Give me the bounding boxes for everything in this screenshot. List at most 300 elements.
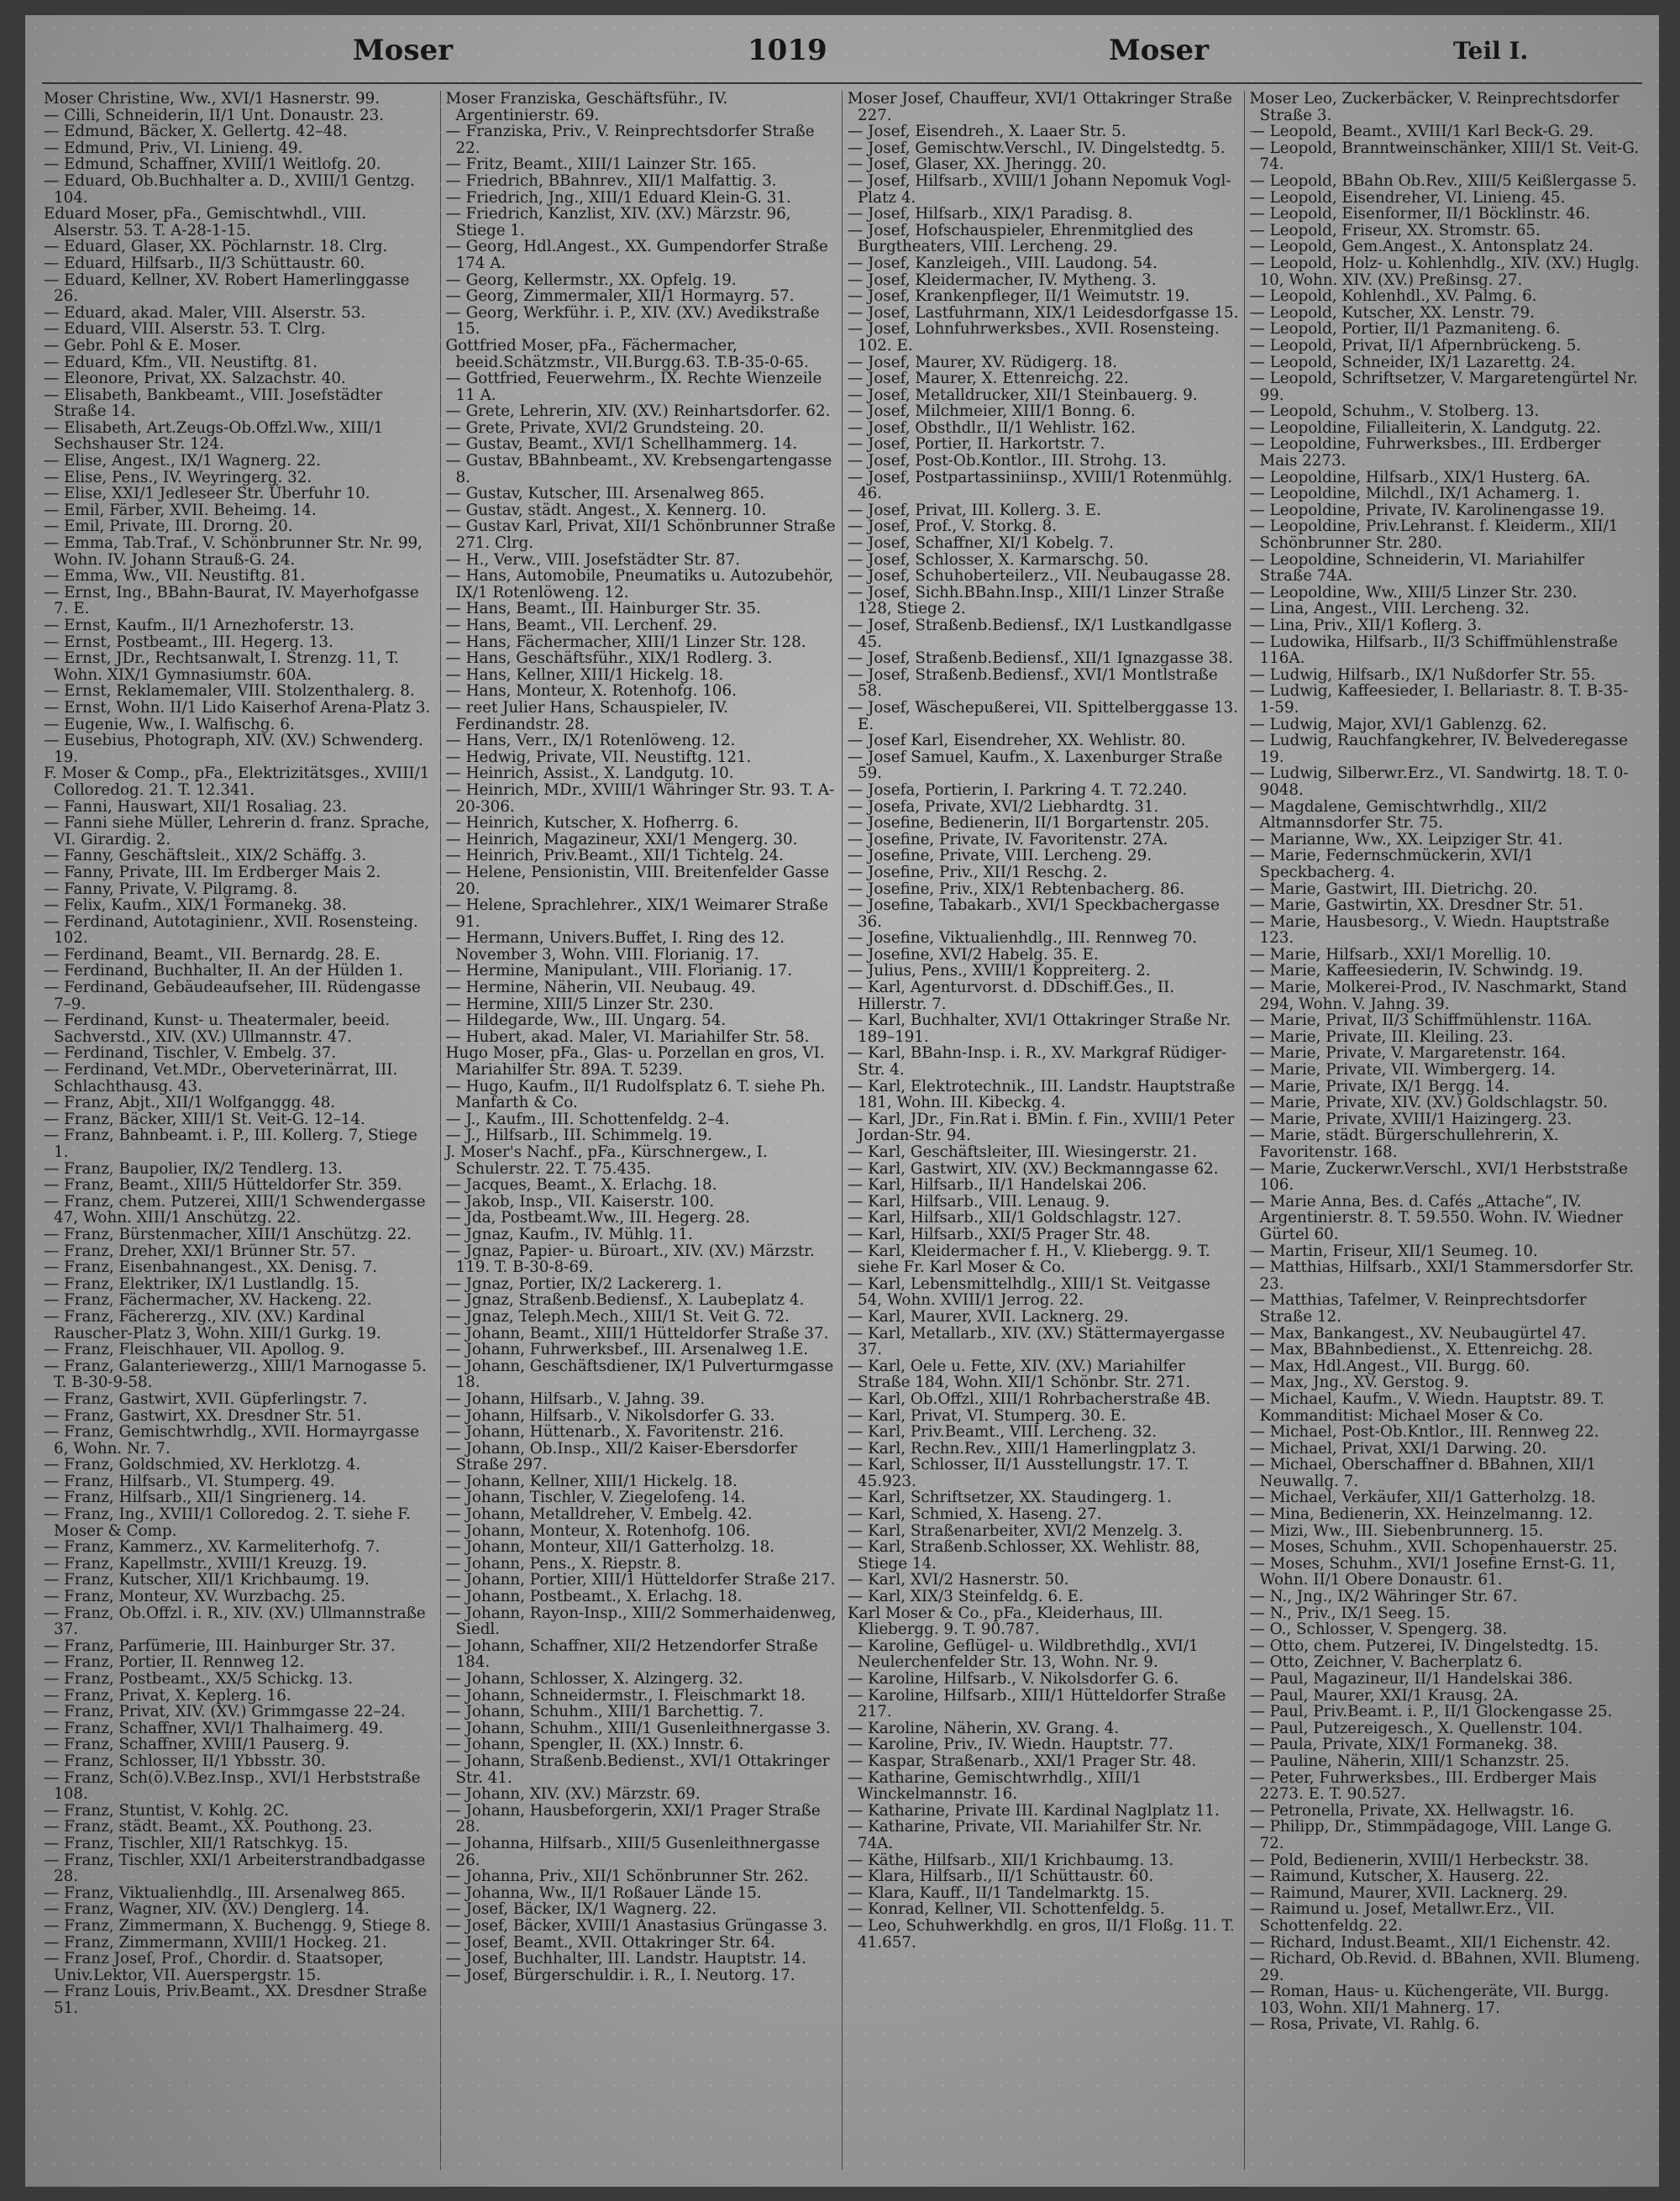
- directory-entry: — Gustav, Kutscher, III. Arsenalweg 865.: [445, 485, 764, 503]
- directory-entry: — Marie, Molkerei-Prod., IV. Naschmarkt, Stand 294, Wohn. V. Jahng. 39.: [1249, 979, 1627, 1013]
- directory-entry: — Karoline, Hilfsarb., XIII/1 Hütteldorfer Straße 217.: [848, 1686, 1226, 1721]
- directory-entry: — Leopold, Branntweinschänker, XIII/1 St. Veit-G. 74.: [1249, 139, 1640, 174]
- directory-entry: — Josef, Buchhalter, III. Landstr. Hauptstr. 14.: [445, 1950, 806, 1968]
- directory-entry: — Fanny, Private, III. Im Erdberger Mais 2.: [44, 863, 381, 881]
- directory-entry: — Max, Jng., XV. Gerstog. 9.: [1249, 1374, 1469, 1392]
- directory-entry: — Marie, Private, XIV. (XV.) Goldschlagstr. 50.: [1249, 1094, 1609, 1112]
- directory-entry: — Franz, Ing., XVIII/1 Colloredog. 2. T. siehe F. Moser & Comp.: [44, 1505, 411, 1540]
- directory-entry: — Leopold, Kutscher, XX. Lenstr. 79.: [1249, 303, 1535, 322]
- directory-entry: — Franz, Parfümerie, III. Hainburger Str. 37.: [44, 1636, 396, 1655]
- directory-entry: — Josef, Privat, III. Kollerg. 3. E.: [848, 501, 1101, 519]
- directory-entry: — Johann, Schuhm., XIII/1 Gusenleithnergasse 3.: [445, 1719, 831, 1737]
- directory-entry: — Hubert, akad. Maler, VI. Mariahilfer Str. 58.: [445, 1027, 810, 1046]
- directory-entry: — O., Schlosser, V. Spengerg. 38.: [1249, 1621, 1508, 1639]
- directory-entry: — Johann, Schaffner, XII/2 Hetzendorfer Straße 184.: [445, 1636, 818, 1672]
- directory-entry: — Franz Josef, Prof., Chordir. d. Staatsoper, Univ.Lektor, VII. Auerspergstr. 15.: [44, 1950, 384, 1984]
- directory-entry: — Johann, Metalldreher, V. Embelg. 42.: [445, 1505, 753, 1524]
- directory-entry: — Johanna, Ww., II/1 Roßauer Lände 15.: [445, 1883, 762, 1902]
- directory-entry: — Franz, Fächererzg., XIV. (XV.) Kardinal Rauscher-Platz 3, Wohn. XIII/1 Gurkg. 19.: [44, 1307, 381, 1342]
- directory-entry: — Karl, Elektrotechnik., III. Landstr. Hauptstraße 181, Wohn. III. Kibeckg. 4.: [848, 1077, 1236, 1112]
- directory-entry: — Johann, Kellner, XIII/1 Hickelg. 18.: [445, 1472, 738, 1490]
- directory-entry: — Josef, Metalldrucker, XII/1 Steinbauerg. 9.: [848, 386, 1198, 404]
- directory-entry: — Rosa, Private, VI. Rahlg. 6.: [1249, 2015, 1480, 2034]
- directory-entry: — Karl, Ob.Offzl., XIII/1 Rohrbacherstraße 4B.: [848, 1389, 1211, 1408]
- directory-entry: — Marie, Private, III. Kleiling. 23.: [1249, 1027, 1514, 1046]
- directory-entry: — Jgnaz, Teleph.Mech., XIII/1 St. Veit G. 72.: [445, 1307, 790, 1326]
- directory-entry: — Josef, Kanzleigeh., VIII. Laudong. 54.: [848, 254, 1158, 272]
- directory-entry: — Karl, Metallarb., XIV. (XV.) Stättermayergasse 37.: [848, 1324, 1226, 1359]
- directory-entry: — Otto, Zeichner, V. Bacherplatz 6.: [1249, 1653, 1523, 1672]
- directory-entry: — Josef, Bürgerschuldir. i. R., I. Neutorg. 17.: [445, 1966, 795, 1984]
- directory-entry: — Heinrich, Priv.Beamt., XII/1 Tichtelg. 24.: [445, 847, 784, 865]
- directory-entry: — reet Julier Hans, Schauspieler, IV. Ferdinandstr. 28.: [445, 698, 728, 733]
- directory-entry: — Karl, Agenturvorst. d. DDschiff.Ges., II. Hillerstr. 7.: [848, 979, 1175, 1013]
- directory-entry: — Karl, Straßenarbeiter, XVI/2 Menzelg. 3.: [848, 1521, 1184, 1540]
- directory-entry: — Hedwig, Private, VII. Neustiftg. 121.: [445, 748, 752, 766]
- directory-entry: — Martin, Friseur, XII/1 Seumeg. 10.: [1249, 1242, 1538, 1260]
- directory-entry: — Leopoldine, Ww., XIII/5 Linzer Str. 230.: [1249, 583, 1578, 601]
- directory-entry: — Josefine, Bedienerin, II/1 Borgartenstr. 205.: [848, 814, 1210, 833]
- directory-entry: — Johann, Monteur, X. Rotenhofg. 106.: [445, 1521, 751, 1540]
- directory-entry: — Josef, Glaser, XX. Jheringg. 20.: [848, 155, 1107, 174]
- directory-entry: — Josef, Schaffner, XI/1 Kobelg. 7.: [848, 534, 1114, 553]
- directory-entry: — Leopold, BBahn Ob.Rev., XIII/5 Keißlergasse 5.: [1249, 171, 1637, 190]
- directory-entry: — Leopold, Kohlenhdl., XV. Palmg. 6.: [1249, 287, 1537, 306]
- directory-entry: Moser Christine, Ww., XVI/1 Hasnerstr. 99.: [44, 91, 381, 108]
- page-number: 1019: [748, 34, 827, 67]
- directory-page: [25, 15, 1659, 2187]
- directory-entry: — Josef, Obsthdlr., II/1 Wehlistr. 162.: [848, 418, 1136, 437]
- directory-entry: — Fanny, Private, V. Pilgramg. 8.: [44, 880, 298, 898]
- directory-entry: — Ludwig, Hilfsarb., IX/1 Nußdorfer Str. 55.: [1249, 665, 1596, 684]
- directory-entry: — Franz, Schlosser, II/1 Ybbsstr. 30.: [44, 1752, 326, 1770]
- column-2: [441, 91, 843, 2170]
- directory-entry: — Hans, Verr., IX/1 Rotenlöweng. 12.: [445, 732, 736, 750]
- directory-entry: — Josef, Lohnfuhrwerksbes., XVII. Rosensteing. 102. E.: [848, 320, 1220, 355]
- directory-entry: Gottfried Moser, pFa., Fächermacher, beeid.Schätzmstr., VII.Burgg.63. T.B-35-0-65.: [445, 336, 809, 371]
- directory-entry: Karl Moser & Co., pFa., Kleiderhaus, III. Kliebergg. 9. T. 90.787.: [848, 1604, 1163, 1639]
- directory-entry: — Michael, Oberschaffner d. BBahnen, XII/1 Neuwallg. 7.: [1249, 1456, 1597, 1490]
- directory-entry: — Franz, Tischler, XXI/1 Arbeiterstrandbadgasse 28.: [44, 1851, 426, 1886]
- directory-entry: — Franz, Postbeamt., XX/5 Schickg. 13.: [44, 1670, 353, 1688]
- directory-entry: — Johann, Rayon-Insp., XIII/2 Sommerhaidenweg, Siedl.: [445, 1604, 837, 1639]
- directory-entry: — Karl, Priv.Beamt., VIII. Lercheng. 32.: [848, 1423, 1158, 1442]
- directory-entry: — Michael, Privat, XXI/1 Darwing. 20.: [1249, 1439, 1547, 1458]
- directory-entry: — Johann, Hilfsarb., V. Nikolsdorfer G. 33.: [445, 1406, 775, 1425]
- directory-entry: — Karl, Maurer, XVII. Lacknerg. 29.: [848, 1307, 1129, 1326]
- directory-entry: — Johann, Postbeamt., X. Erlachg. 18.: [445, 1588, 743, 1606]
- directory-entry: — Hans, Beamt., VII. Lerchenf. 29.: [445, 617, 717, 634]
- directory-entry: — Heinrich, MDr., XVIII/1 Währinger Str. 93. T. A-20-306.: [445, 780, 835, 816]
- directory-entry: — Karl, JDr., Fin.Rat i. BMin. f. Fin., XVIII/1 Peter Jordan-Str. 94.: [848, 1110, 1235, 1145]
- directory-entry: — Franz, Gastwirt, XVII. Güpferlingstr. 7.: [44, 1389, 368, 1408]
- directory-entry: — Franz Louis, Priv.Beamt., XX. Dresdner Straße 51.: [44, 1983, 428, 2017]
- directory-entry: — Karl, Straßenb.Schlosser, XX. Wehlistr. 88, Stiege 14.: [848, 1538, 1200, 1573]
- directory-entry: — Gustav, städt. Angest., X. Kennerg. 10.: [445, 501, 767, 519]
- directory-entry: — Josef, Milchmeier, XIII/1 Bonng. 6.: [848, 402, 1136, 421]
- directory-entry: — Jgnaz, Papier- u. Büroart., XIV. (XV.) Märzstr. 119. T. B-30-8-69.: [445, 1242, 815, 1277]
- directory-entry: — Josef, Straßenb.Bediensf., XII/1 Ignazgasse 38.: [848, 649, 1233, 668]
- directory-entry: — Marie, Private, IX/1 Bergg. 14.: [1249, 1077, 1510, 1095]
- directory-entry: — Paul, Putzereigesch., X. Quellenstr. 104.: [1249, 1719, 1583, 1737]
- directory-entry: — Ferdinand, Gebäudeaufseher, III. Rüdengasse 7–9.: [44, 979, 421, 1013]
- directory-entry: — Philipp, Dr., Stimmpädagoge, VIII. Lange G. 72.: [1249, 1818, 1612, 1852]
- directory-entry: — Elisabeth, Bankbeamt., VIII. Josefstädter Straße 14.: [44, 386, 383, 421]
- directory-entry: — Jakob, Insp., VII. Kaiserstr. 100.: [445, 1192, 715, 1211]
- directory-entry: — Leopold, Portier, II/1 Pazmaniteng. 6.: [1249, 320, 1561, 339]
- directory-entry: — Leopold, Eisendreher, VI. Linieng. 45.: [1249, 188, 1566, 207]
- directory-entry: — Hans, Monteur, X. Rotenhofg. 106.: [445, 682, 737, 701]
- directory-entry: — Heinrich, Assist., X. Landgutg. 10.: [445, 764, 734, 783]
- directory-entry: — Fritz, Beamt., XIII/1 Lainzer Str. 165.: [445, 155, 757, 174]
- directory-entry: — Lina, Priv., XII/1 Koflerg. 3.: [1249, 617, 1483, 634]
- directory-entry: — Max, Hdl.Angest., VII. Burgg. 60.: [1249, 1357, 1530, 1375]
- directory-entry: — Leopoldine, Fuhrwerksbes., III. Erdberger Mais 2273.: [1249, 435, 1601, 470]
- directory-entry: — Leopoldine, Filialleiterin, X. Landgutg. 22.: [1249, 418, 1601, 437]
- directory-entry: — Eduard, Glaser, XX. Pöchlarnstr. 18. Clrg.: [44, 238, 388, 256]
- directory-entry: — Ferdinand, Kunst- u. Theatermaler, beeid. Sachverstd., XIV. (XV.) Ullmannstr. 47.: [44, 1011, 391, 1046]
- directory-entry: — Jgnaz, Straßenb.Bediensf., X. Laubeplatz 4.: [445, 1291, 805, 1310]
- directory-entry: — Johann, Geschäftsdiener, IX/1 Pulverturmgasse 18.: [445, 1357, 834, 1392]
- directory-entry: — Josef, Schuhoberteilerz., VII. Neubaugasse 28.: [848, 567, 1231, 586]
- directory-entry: — Leo, Schuhwerkhdlg. en gros, II/1 Floßg. 11. T. 41.657.: [848, 1916, 1235, 1951]
- directory-entry: — Edmund, Bäcker, X. Gellertg. 42–48.: [44, 123, 348, 141]
- directory-entry: — Heinrich, Kutscher, X. Hofherrg. 6.: [445, 814, 739, 833]
- directory-entry: — Karl, Geschäftsleiter, III. Wiesingerstr. 21.: [848, 1143, 1197, 1161]
- directory-entry: — Franz, Galanteriewerzg., XIII/1 Marnogasse 5. T. B-30-9-58.: [44, 1357, 427, 1392]
- directory-entry: — Josefine, Priv., XIX/1 Rebtenbacherg. 86.: [848, 880, 1185, 898]
- directory-entry: J. Moser's Nachf., pFa., Kürschnergew., I. Schulerstr. 22. T. 75.435.: [445, 1143, 768, 1178]
- directory-entry: — Karl, Gastwirt, XIV. (XV.) Beckmanngasse 62.: [848, 1159, 1219, 1178]
- directory-entry: — Helene, Pensionistin, VIII. Breitenfelder Gasse 20.: [445, 863, 829, 898]
- directory-entry: — Franz, Kutscher, XII/1 Krichbaumg. 19.: [44, 1571, 370, 1589]
- column-4: [1245, 91, 1646, 2170]
- directory-entry: — J., Kaufm., III. Schottenfeldg. 2–4.: [445, 1110, 730, 1128]
- directory-entry: — Karoline, Priv., IV. Wiedn. Hauptstr. 77.: [848, 1736, 1173, 1754]
- header-right-name: Moser: [1109, 34, 1209, 67]
- directory-entry: — Marianne, Ww., XX. Leipziger Str. 41.: [1249, 830, 1563, 848]
- directory-entry: — Marie, Hausbesorg., V. Wiedn. Hauptstraße 123.: [1249, 912, 1609, 948]
- directory-entry: — Karl, Schmied, X. Haseng. 27.: [848, 1505, 1102, 1524]
- directory-entry: — Kaspar, Straßenarb., XXI/1 Prager Str. 48.: [848, 1752, 1197, 1770]
- directory-entry: — Franz, Bäcker, XIII/1 St. Veit-G. 12–14.: [44, 1110, 365, 1128]
- directory-entry: — Marie, Gastwirt, III. Dietrichg. 20.: [1249, 880, 1538, 898]
- directory-entry: — Josef, Post-Ob.Kontlor., III. Strohg. 13.: [848, 452, 1167, 470]
- directory-entry: — Johann, Spengler, II. (XX.) Innstr. 6.: [445, 1736, 744, 1754]
- directory-entry: — Karl, Schlosser, II/1 Ausstellungstr. 17. T. 45.923.: [848, 1456, 1189, 1490]
- directory-entry: — Michael, Kaufm., V. Wiedn. Hauptstr. 89. T. Kommanditist: Michael Moser & Co.: [1249, 1389, 1605, 1425]
- directory-entry: — Franz, Wagner, XIV. (XV.) Denglerg. 14.: [44, 1900, 370, 1919]
- directory-entry: — Franz, Fleischhauer, VII. Apollog. 9.: [44, 1341, 345, 1359]
- directory-entry: — Johann, Hausbeforgerin, XXI/1 Prager Straße 28.: [445, 1801, 821, 1836]
- directory-entry: — Lina, Angest., VIII. Lercheng. 32.: [1249, 600, 1530, 618]
- directory-entry: — Leopoldine, Priv.Lehranst. f. Kleiderm., XII/1 Schönbrunner Str. 280.: [1249, 517, 1619, 553]
- directory-entry: — Josef, Portier, II. Harkortstr. 7.: [848, 435, 1105, 454]
- directory-entry: — Marie, Federnschmückerin, XVI/1 Speckbacherg. 4.: [1249, 847, 1534, 881]
- directory-entry: — Hermine, Näherin, VII. Neubaug. 49.: [445, 979, 756, 997]
- directory-entry: — Hildegarde, Ww., III. Ungarg. 54.: [445, 1011, 727, 1030]
- directory-entry: — Franz, Baupolier, IX/2 Tendlerg. 13.: [44, 1159, 343, 1178]
- directory-entry: — Marie, Privat, II/3 Schiffmühlenstr. 116A.: [1249, 1011, 1593, 1030]
- directory-entry: — Marie, Private, XVIII/1 Haizingerg. 23.: [1249, 1110, 1572, 1128]
- directory-entry: — Marie, Gastwirtin, XX. Dresdner Str. 51.: [1249, 896, 1583, 915]
- directory-entry: — Marie, Private, VII. Wimbergerg. 14.: [1249, 1061, 1556, 1079]
- directory-entry: — Hans, Beamt., III. Hainburger Str. 35.: [445, 600, 761, 618]
- directory-entry: — Ferdinand, Autotaginienr., XVII. Rosensteing. 102.: [44, 912, 418, 948]
- directory-entry: — Paul, Maurer, XXI/1 Krausg. 2A.: [1249, 1686, 1519, 1705]
- directory-entry: — Franz, Abjt., XII/1 Wolfganggg. 48.: [44, 1094, 336, 1112]
- directory-entry: — Hermann, Univers.Buffet, I. Ring des 12. November 3, Wohn. VIII. Florianig. 17.: [445, 929, 785, 964]
- directory-entry: — Johann, Portier, XIII/1 Hütteldorfer Straße 217.: [445, 1571, 836, 1589]
- directory-entry: — Gottfried, Feuerwehrm., IX. Rechte Wienzeile 11 A.: [445, 370, 822, 404]
- directory-entry: — Franz, Beamt., XIII/5 Hütteldorfer Str. 359.: [44, 1176, 402, 1195]
- directory-entry: — Friedrich, Jng., XIII/1 Eduard Klein-G. 31.: [445, 188, 791, 207]
- directory-entry: — Cilli, Schneiderin, II/1 Unt. Donaustr. 23.: [44, 106, 385, 124]
- directory-entry: — Franz, Kammerz., XV. Karmeliterhofg. 7.: [44, 1538, 381, 1557]
- directory-entry: — Eduard, Kfm., VII. Neustiftg. 81.: [44, 353, 318, 371]
- directory-entry: — Michael, Verkäufer, XII/1 Gatterholzg. 18.: [1249, 1489, 1596, 1507]
- directory-entry: — Josef, Maurer, X. Ettenreichg. 22.: [848, 370, 1129, 388]
- directory-entry: — Emil, Private, III. Drorng. 20.: [44, 517, 293, 536]
- directory-entry: — Josef, Straßenb.Bediensf., XVI/1 Montlstraße 58.: [848, 665, 1218, 701]
- directory-entry: — Käthe, Hilfsarb., XII/1 Krichbaumg. 13.: [848, 1851, 1174, 1869]
- directory-entry: — Marie, Hilfsarb., XXI/1 Morellig. 10.: [1249, 945, 1551, 964]
- directory-entry: — Karl, Hilfsarb., II/1 Handelskai 206.: [848, 1176, 1147, 1195]
- directory-entry: — Josef Samuel, Kaufm., X. Laxenburger Straße 59.: [848, 748, 1223, 783]
- directory-entry: — Franz, Gemischtwrhdlg., XVII. Hormayrgasse 6, Wohn. Nr. 7.: [44, 1423, 420, 1458]
- directory-entry: — Eduard, akad. Maler, VIII. Alserstr. 53.: [44, 303, 366, 322]
- directory-entry: — Johanna, Priv., XII/1 Schönbrunner Str. 262.: [445, 1867, 809, 1886]
- directory-entry: — Klara, Hilfsarb., II/1 Schüttaustr. 60.: [848, 1867, 1154, 1886]
- directory-entry: — Johann, Beamt., XIII/1 Hütteldorfer Straße 37.: [445, 1324, 829, 1342]
- directory-entry: — Hans, Automobile, Pneumatiks u. Autozubehör, IX/1 Rotenlöweng. 12.: [445, 567, 834, 601]
- directory-entry: — Franz, Stuntist, V. Kohlg. 2C.: [44, 1801, 289, 1820]
- directory-entry: — Josef, Gemischtw.Verschl., IV. Dingelstedtg. 5.: [848, 139, 1226, 157]
- directory-entry: — Moses, Schuhm., XVI/1 Josefine Ernst-G. 11, Wohn. II/1 Obere Donaustr. 61.: [1249, 1554, 1615, 1589]
- directory-entry: — Leopold, Eisenformer, II/1 Böcklinstr. 46.: [1249, 205, 1591, 223]
- directory-entry: — Georg, Kellermstr., XX. Opfelg. 19.: [445, 271, 737, 289]
- directory-entry: — Karoline, Näherin, XV. Grang. 4.: [848, 1719, 1120, 1737]
- directory-entry: — Elisabeth, Art.Zeugs-Ob.Offzl.Ww., XIII/1 Sechshauser Str. 124.: [44, 418, 384, 454]
- directory-entry: — Karoline, Hilfsarb., V. Nikolsdorfer G. 6.: [848, 1670, 1179, 1688]
- directory-entry: — Ernst, JDr., Rechtsanwalt, I. Strenzg. 11, T. Wohn. XIX/1 Gymnasiumstr. 60A.: [44, 649, 400, 684]
- directory-entry: — Josef Karl, Eisendreher, XX. Wehlistr. 80.: [848, 732, 1186, 750]
- directory-entry: — Katharine, Private III. Kardinal Naglplatz 11.: [848, 1801, 1220, 1820]
- directory-entry: — Helene, Sprachlehrer., XIX/1 Weimarer Straße 91.: [445, 896, 828, 931]
- directory-entry: — Moses, Schuhm., XVII. Schopenhauerstr. 25.: [1249, 1538, 1618, 1557]
- directory-entry: — Josefa, Private, XVI/2 Liebhardtg. 31.: [848, 797, 1159, 816]
- directory-entry: — Ludowika, Hilfsarb., II/3 Schiffmühlenstraße 116A.: [1249, 633, 1619, 668]
- directory-entry: — Franz, Kapellmstr., XVIII/1 Kreuzg. 19.: [44, 1554, 367, 1573]
- directory-entry: — Felix, Kaufm., XIX/1 Formanekg. 38.: [44, 896, 347, 915]
- directory-entry: — Josef, Hilfsarb., XIX/1 Paradisg. 8.: [848, 205, 1133, 223]
- directory-entry: — Hugo, Kaufm., II/1 Rudolfsplatz 6. T. siehe Ph. Manfarth & Co.: [445, 1077, 826, 1112]
- directory-entry: — Gustav, Beamt., XVI/1 Schellhammerg. 14.: [445, 435, 798, 454]
- directory-entry: — N., Priv., IX/1 Seeg. 15.: [1249, 1604, 1451, 1622]
- directory-entry: Moser Franziska, Geschäftsführ., IV. Argentinierstr. 69.: [445, 91, 728, 124]
- directory-entry: — Franz, Dreher, XXI/1 Brünner Str. 57.: [44, 1242, 356, 1260]
- directory-entry: — Franz, Privat, XIV. (XV.) Grimmgasse 22–24.: [44, 1703, 406, 1721]
- directory-entry: — Ludwig, Rauchfangkehrer, IV. Belvederegasse 19.: [1249, 732, 1628, 766]
- directory-entry: — Josef, Sichh.BBahn.Insp., XIII/1 Linzer Straße 128, Stiege 2.: [848, 583, 1225, 618]
- directory-entry: — Katharine, Gemischtwrhdlg., XIII/1 Winckelmannstr. 16.: [848, 1768, 1142, 1804]
- directory-entry: — Eduard, VIII. Alserstr. 53. T. Clrg.: [44, 320, 326, 339]
- directory-entry: — Johann, Schuhm., XIII/1 Barchettig. 7.: [445, 1703, 764, 1721]
- directory-entry: — Eusebius, Photograph, XIV. (XV.) Schwenderg. 19.: [44, 732, 423, 766]
- directory-entry: — Leopold, Schuhm., V. Stolberg. 13.: [1249, 402, 1540, 421]
- directory-entry: — Josef, Hilfsarb., XVIII/1 Johann Nepomuk Vogl-Platz 4.: [848, 171, 1231, 207]
- directory-entry: — Georg, Hdl.Angest., XX. Gumpendorfer Straße 174 A.: [445, 238, 828, 272]
- directory-entry: — Fanny, Geschäftsleit., XIX/2 Schäffg. 3.: [44, 847, 367, 865]
- directory-entry: — Mina, Bedienerin, XX. Heinzelmanng. 12.: [1249, 1505, 1593, 1524]
- directory-entry: — Marie Anna, Bes. d. Cafés „Attache“, IV. Argentinierstr. 8. T. 59.550. Wohn. IV. Wiedner Gürtel 60.: [1249, 1192, 1623, 1243]
- directory-entry: — Franz, Ob.Offzl. i. R., XIV. (XV.) Ullmannstraße 37.: [44, 1604, 426, 1639]
- directory-entry: — Emma, Ww., VII. Neustiftg. 81.: [44, 567, 306, 586]
- directory-entry: — Eleonore, Privat, XX. Salzachstr. 40.: [44, 370, 346, 388]
- directory-entry: — Emil, Färber, XVII. Beheimg. 14.: [44, 501, 317, 519]
- directory-entry: — Franz, Gastwirt, XX. Dresdner Str. 51.: [44, 1406, 362, 1425]
- directory-entry: — Paul, Magazineur, II/1 Handelskai 386.: [1249, 1670, 1573, 1688]
- directory-entry: — Hans, Kellner, XIII/1 Hickelg. 18.: [445, 665, 724, 684]
- directory-entry: — Franz, Sch(ö).V.Bez.Insp., XVI/1 Herbststraße 108.: [44, 1768, 421, 1804]
- directory-entry: — Konrad, Kellner, VII. Schottenfeldg. 5.: [848, 1900, 1165, 1919]
- directory-entry: — Ferdinand, Vet.MDr., Oberveterinärrat, III. Schlachthausg. 43.: [44, 1061, 398, 1095]
- directory-entry: — Karl, Schriftsetzer, XX. Staudingerg. 1.: [848, 1489, 1172, 1507]
- directory-entry: Hugo Moser, pFa., Glas- u. Porzellan en gros, VI. Mariahilfer Str. 89A. T. 5239.: [445, 1044, 825, 1079]
- directory-entry: — Eugenie, Ww., I. Walfischg. 6.: [44, 715, 295, 733]
- directory-entry: — Franz, Bahnbeamt. i. P., III. Kollerg. 7, Stiege 1.: [44, 1127, 417, 1161]
- column-1: [39, 91, 441, 2170]
- directory-entry: — Josef, Kleidermacher, IV. Mytheng. 3.: [848, 271, 1157, 289]
- directory-entry: — Gebr. Pohl & E. Moser.: [44, 336, 242, 355]
- directory-entry: — Ernst, Kaufm., II/1 Arnezhoferstr. 13.: [44, 617, 354, 634]
- directory-entry: — Heinrich, Magazineur, XXI/1 Mengerg. 30.: [445, 830, 798, 848]
- directory-entry: — Hans, Geschäftsführ., XIX/1 Rodlerg. 3.: [445, 649, 773, 668]
- directory-entry: — Franz, Portier, II. Rennweg 12.: [44, 1653, 305, 1672]
- directory-entry: — Raimund, Maurer, XVII. Lacknerg. 29.: [1249, 1883, 1568, 1902]
- directory-entry: — Josef, Schlosser, X. Karmarschg. 50.: [848, 550, 1149, 569]
- directory-entry: — Grete, Lehrerin, XIV. (XV.) Reinhartsdorfer. 62.: [445, 402, 831, 421]
- directory-entry: — Karoline, Geflügel- u. Wildbrethdlg., XVI/1 Neulerchenfelder Str. 13, Wohn. Nr. 9.: [848, 1636, 1199, 1672]
- directory-entry: — Johann, Schneidermstr., I. Fleischmarkt 18.: [445, 1686, 806, 1705]
- directory-entry: — Leopoldine, Hilfsarb., XIX/1 Husterg. 6A.: [1249, 468, 1591, 486]
- directory-entry: — Edmund, Schaffner, XVIII/1 Weitlofg. 20.: [44, 155, 381, 174]
- directory-entry: — Josef, Bäcker, IX/1 Wagnerg. 22.: [445, 1900, 717, 1919]
- directory-entry: — Julius, Pens., XVIII/1 Koppreiterg. 2.: [848, 962, 1151, 980]
- directory-entry: — Max, BBahnbedienst., X. Ettenreichg. 28.: [1249, 1341, 1593, 1359]
- directory-entry: — Franz, Zimmermann, XVIII/1 Hockeg. 21.: [44, 1933, 387, 1951]
- directory-entry: — Johann, Pens., X. Riepstr. 8.: [445, 1554, 681, 1573]
- directory-entry: — Leopold, Friseur, XX. Stromstr. 65.: [1249, 221, 1541, 239]
- directory-entry: — Leopold, Holz- u. Kohlenhdlg., XIV. (XV.) Huglg. 10, Wohn. XIV. (XV.) Preßinsg. 27.: [1249, 254, 1640, 289]
- directory-entry: — Franz, Zimmermann, X. Buchengg. 9, Stiege 8.: [44, 1916, 431, 1935]
- directory-entry: — N., Jng., IX/2 Währinger Str. 67.: [1249, 1588, 1518, 1606]
- directory-entry: — Franz, Elektriker, IX/1 Lustlandlg. 15.: [44, 1274, 360, 1293]
- directory-entry: — Josef, Hofschauspieler, Ehrenmitglied des Burgtheaters, VIII. Lercheng. 29.: [848, 221, 1194, 256]
- directory-entry: — Ferdinand, Beamt., VII. Bernardg. 28. E.: [44, 945, 381, 964]
- directory-entry: — Petronella, Private, XX. Hellwagstr. 16.: [1249, 1801, 1575, 1820]
- directory-entry: — Karl, BBahn-Insp. i. R., XV. Markgraf Rüdiger-Str. 4.: [848, 1044, 1227, 1079]
- directory-entry: — H., Verw., VIII. Josefstädter Str. 87.: [445, 550, 741, 569]
- directory-entry: — Marie, städt. Bürgerschullehrerin, X. Favoritenstr. 168.: [1249, 1127, 1559, 1161]
- directory-entry: — Josef, Prof., V. Storkg. 8.: [848, 517, 1058, 536]
- directory-entry: — Leopold, Privat, II/1 Afpernbrückeng. 5.: [1249, 336, 1582, 355]
- directory-entry: — Magdalene, Gemischtwrhdlg., XII/2 Altmannsdorfer Str. 75.: [1249, 797, 1547, 833]
- directory-entry: — Edmund, Priv., VI. Linieng. 49.: [44, 139, 303, 157]
- directory-entry: — Karl, Hilfsarb., VIII. Lenaug. 9.: [848, 1192, 1110, 1211]
- directory-entry: — Otto, chem. Putzerei, IV. Dingelstedtg. 15.: [1249, 1636, 1599, 1655]
- directory-entry: — Roman, Haus- u. Küchengeräte, VII. Burgg. 103, Wohn. XII/1 Mahnerg. 17.: [1249, 1983, 1609, 2017]
- directory-entry: — Gustav Karl, Privat, XII/1 Schönbrunner Straße 271. Clrg.: [445, 517, 836, 553]
- directory-entry: — Karl, Privat, VI. Stumperg. 30. E.: [848, 1406, 1126, 1425]
- directory-entry: — Johann, Schlosser, X. Alzingerg. 32.: [445, 1670, 743, 1688]
- directory-entry: — Josef, Beamt., XVII. Ottakringer Str. 64.: [445, 1933, 775, 1951]
- directory-entry: — Josef, Lastfuhrmann, XIX/1 Leidesdorfgasse 15.: [848, 303, 1239, 322]
- directory-entry: — Gustav, BBahnbeamt., XV. Krebsengartengasse 8.: [445, 452, 832, 486]
- directory-entry: — Ferdinand, Buchhalter, II. An der Hülden 1.: [44, 962, 403, 980]
- directory-entry: — Karl, Kleidermacher f. H., V. Kliebergg. 9. T. siehe Fr. Karl Moser & Co.: [848, 1242, 1210, 1277]
- directory-entry: — Johann, Tischler, V. Ziegelofeng. 14.: [445, 1489, 746, 1507]
- directory-entry: — Jacques, Beamt., X. Erlachg. 18.: [445, 1176, 717, 1195]
- directory-entry: — Leopoldine, Milchdl., IX/1 Achamerg. 1.: [1249, 485, 1580, 503]
- directory-entry: — Franz, Hilfsarb., VI. Stumperg. 49.: [44, 1472, 335, 1490]
- column-3: [843, 91, 1245, 2170]
- directory-entry: — Jgnaz, Portier, IX/2 Lackererg. 1.: [445, 1274, 722, 1293]
- directory-entry: — Jgnaz, Kaufm., IV. Mühlg. 11.: [445, 1225, 693, 1243]
- directory-entry: — Friedrich, Kanzlist, XIV. (XV.) Märzstr. 96, Stiege 1.: [445, 205, 791, 239]
- directory-entry: — Max, Bankangest., XV. Neubaugürtel 47.: [1249, 1324, 1587, 1342]
- directory-entry: — Josef, Maurer, XV. Rüdigerg. 18.: [848, 353, 1118, 371]
- directory-entry: — Leopoldine, Private, IV. Karolinengasse 19.: [1249, 501, 1605, 519]
- directory-entry: — Johann, Monteur, XII/1 Gatterholzg. 18.: [445, 1538, 775, 1557]
- directory-entry: — Grete, Private, XVI/2 Grundsteing. 20.: [445, 418, 764, 437]
- directory-entry: — Franz, städt. Beamt., XX. Pouthong. 23.: [44, 1818, 373, 1836]
- directory-entry: — Peter, Fuhrwerksbes., III. Erdberger Mais 2273. E. T. 90.527.: [1249, 1768, 1597, 1804]
- columns: [39, 91, 1646, 2170]
- directory-entry: — Franz, Goldschmied, XV. Herklotzg. 4.: [44, 1456, 361, 1474]
- directory-entry: — Paul, Priv.Beamt. i. P., II/1 Glockengasse 25.: [1249, 1703, 1613, 1721]
- directory-entry: — Georg, Zimmermaler, XII/1 Hormayrg. 57.: [445, 287, 795, 306]
- directory-entry: — Karl, Hilfsarb., XXI/5 Prager Str. 48.: [848, 1225, 1151, 1243]
- directory-entry: — Johann, Hüttenarb., X. Favoritenstr. 216.: [445, 1423, 785, 1442]
- directory-entry: — Raimund, Kutscher, X. Hauserg. 22.: [1249, 1867, 1550, 1886]
- directory-entry: — Pauline, Näherin, XIII/1 Schanzstr. 25.: [1249, 1752, 1570, 1770]
- directory-entry: — Katharine, Private, VII. Mariahilfer Str. Nr. 74A.: [848, 1818, 1203, 1852]
- directory-entry: — J., Hilfsarb., III. Schimmelg. 19.: [445, 1127, 712, 1145]
- directory-entry: — Josef, Krankenpfleger, II/1 Weimutstr. 19.: [848, 287, 1190, 306]
- directory-entry: — Hermine, XIII/5 Linzer Str. 230.: [445, 995, 714, 1013]
- page-header: [25, 34, 1659, 81]
- directory-entry: — Eduard, Ob.Buchhalter a. D., XVIII/1 Gentzg. 104.: [44, 171, 415, 207]
- directory-entry: — Josef, Straßenb.Bediensf., IX/1 Lustkandlgasse 45.: [848, 617, 1232, 651]
- directory-entry: — Josefa, Portierin, I. Parkring 4. T. 72.240.: [848, 780, 1188, 799]
- directory-entry: — Karl, Lebensmittelhdlg., XIII/1 St. Veitgasse 54, Wohn. XVIII/1 Jerrog. 22.: [848, 1274, 1210, 1310]
- directory-entry: — Ludwig, Silberwr.Erz., VI. Sandwirtg. 18. T. 0-9048.: [1249, 764, 1629, 799]
- directory-entry: Eduard Moser, pFa., Gemischtwhdl., VIII. Alserstr. 53. T. A-28-1-15.: [44, 205, 367, 239]
- directory-entry: — Franz, Schaffner, XVIII/1 Pauserg. 9.: [44, 1736, 350, 1754]
- directory-entry: — Franz, Hilfsarb., XII/1 Singrienerg. 14.: [44, 1489, 367, 1507]
- directory-entry: — Jda, Postbeamt.Ww., III. Hegerg. 28.: [445, 1209, 750, 1227]
- directory-entry: — Josefine, Viktualienhdlg., III. Rennweg 70.: [848, 929, 1198, 948]
- directory-entry: — Paula, Private, XIX/1 Formanekg. 38.: [1249, 1736, 1558, 1754]
- directory-entry: — Franz, Bürstenmacher, XIII/1 Anschützg. 22.: [44, 1225, 412, 1243]
- directory-entry: — Friedrich, BBahnrev., XII/1 Malfattig. 3.: [445, 171, 777, 190]
- directory-entry: — Karl, Rechn.Rev., XIII/1 Hamerlingplatz 3.: [848, 1439, 1197, 1458]
- directory-entry: — Franz, Eisenbahnangest., XX. Denisg. 7.: [44, 1258, 378, 1277]
- directory-entry: — Josefine, Private, VIII. Lercheng. 29.: [848, 847, 1152, 865]
- directory-entry: — Franziska, Priv., V. Reinprechtsdorfer Straße 22.: [445, 123, 815, 157]
- directory-entry: — Elise, Pens., IV. Weyringerg. 32.: [44, 468, 312, 486]
